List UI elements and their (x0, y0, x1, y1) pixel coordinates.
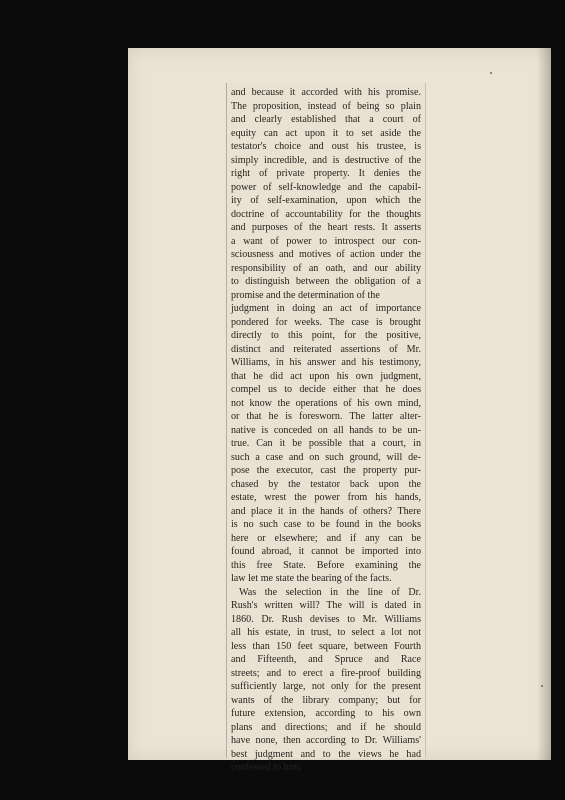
article-line: or that he is foresworn. The latter alter- (231, 411, 421, 422)
article-line: less than 150 feet square, between Fourth (231, 640, 421, 652)
article-line: Williams, in his answer and his testimony, (231, 357, 421, 368)
article-line: Was the selection in the line of Dr. (239, 586, 421, 598)
article-line: and because it accorded with his promise. (231, 87, 421, 98)
article-line: that he did act upon his own judgment, (231, 370, 421, 382)
page-speck (541, 685, 543, 687)
article-line: is no such case to be found in the books (231, 519, 421, 530)
article-line: found abroad, it cannot be imported into (231, 546, 421, 557)
article-line: this free State. Before examining the (231, 559, 421, 571)
article-line: such a case and on such ground, will de- (231, 451, 421, 463)
article-line: and Fifteenth, and Spruce and Race (231, 654, 421, 665)
article-line: future extension, according to his own (231, 708, 421, 719)
article-line: directly to this point, for the positive, (231, 330, 421, 341)
article-line: to distinguish between the obligation of a (231, 276, 421, 287)
article-line: compel us to decide either that he does (231, 384, 421, 395)
article-line: Rush's written will? The will is dated in (231, 600, 421, 611)
article-line: simply incredible, and is destructive of the (231, 154, 421, 166)
article-line: have none, then according to Dr. Williams' (231, 735, 421, 746)
article-line: responsibility of an oath, and our ability (231, 262, 421, 274)
article-line: ity of self-examination, upon which the (231, 195, 421, 206)
article-line: true. Can it be possible that a court, in (231, 438, 421, 449)
article-line: power of self-knowledge and the capabil- (231, 181, 421, 193)
article-line: confessed to him. (231, 762, 302, 773)
article-line: 1860. Dr. Rush devises to Mr. Williams (231, 613, 421, 625)
page-speck (490, 72, 492, 74)
article-line: and clearly established that a court of (231, 114, 421, 125)
page-edge-shadow (537, 48, 551, 760)
article-line: pondered for weeks. The case is brought (231, 316, 421, 328)
book-page (128, 48, 551, 773)
article-line: plans and directions; and if he should (231, 721, 421, 733)
article-line: judgment in doing an act of importance (231, 303, 421, 314)
article-line: The proposition, instead of being so plain (231, 100, 421, 112)
article-line: a want of power to introspect our con- (231, 235, 421, 247)
article-line: sufficiently large, not only for the present (231, 681, 421, 692)
article-line: estate, wrest the power from his hands, (231, 492, 421, 503)
article-line: right of private property. It denies the (231, 168, 421, 179)
article-line: testator's choice and oust his trustee, is (231, 141, 421, 152)
article-line: sciousness and motives of action under the (231, 249, 421, 260)
article-line: and purposes of the heart rests. It asserts (231, 222, 421, 233)
article-column-text (231, 86, 421, 775)
article-line: not know the operations of his own mind, (231, 397, 421, 409)
article-line: and place it in the hands of others? There (231, 505, 421, 517)
article-line: pose the executor, cast the property pur- (231, 465, 421, 476)
article-line: doctrine of accountability for the thoughts (231, 208, 421, 220)
article-line: best judgment and to the views he had (231, 748, 421, 760)
article-line: streets; and to erect a fire-proof building (231, 667, 421, 679)
article-line: law let me state the bearing of the facts. (231, 573, 392, 584)
article-line: distinct and reiterated assertions of Mr. (231, 343, 421, 355)
article-line: wants of the library company; but for (231, 694, 421, 706)
article-line: native is conceded on all hands to be un- (231, 424, 421, 436)
article-line: promise and the determination of the (231, 289, 380, 301)
article-line: equity can act upon it to set aside the (231, 127, 421, 139)
article-line: chased by the testator back upon the (231, 478, 421, 490)
article-line: here or elsewhere; and if any can be (231, 532, 421, 544)
pasted-newspaper-clipping (226, 83, 426, 773)
article-line: all his estate, in trust, to select a lot not (231, 627, 421, 638)
